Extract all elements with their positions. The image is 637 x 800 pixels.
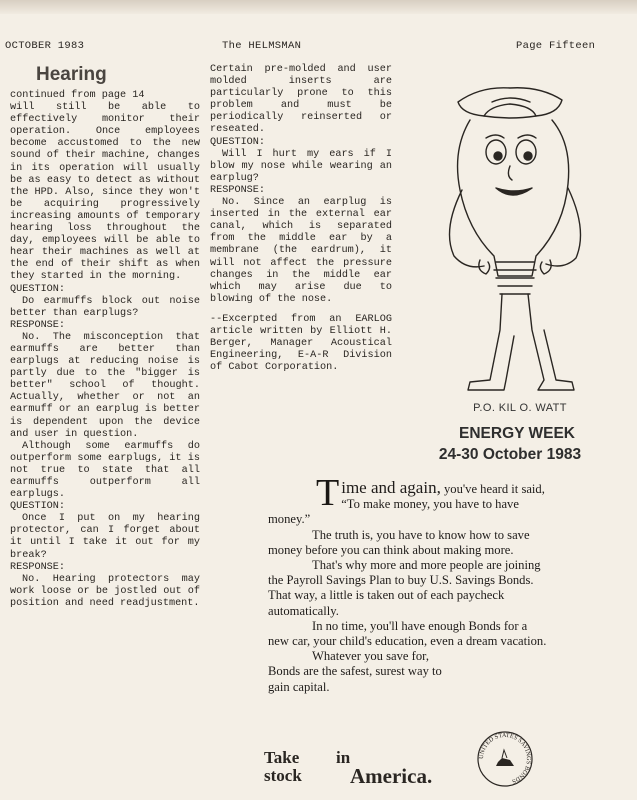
- energy-week-title: ENERGY WEEK: [459, 425, 575, 442]
- col1-block: Once I put on my hearing protector, can I forget about it until I take it out for my break?: [10, 513, 200, 561]
- page-edge: [0, 0, 637, 14]
- slogan-word-stock: stock: [264, 766, 302, 785]
- col2-block: QUESTION:: [210, 136, 266, 148]
- publication-name: The HELMSMAN: [222, 40, 302, 52]
- ad-paragraph-2: The truth is, you have to know how to save money before you can think about making more.: [268, 527, 530, 557]
- page-number: Page Fifteen: [516, 40, 596, 52]
- col1-block: No. The misconception that earmuffs are better than earplugs at reducing noise is partly due to the "bigger is better" school of thought. Actually, whether or not an earmuff or an earplug is better is dependent upon the device and user in question.: [10, 331, 200, 440]
- energy-week-dates: 24-30 October 1983: [438, 446, 582, 463]
- col1-block: Do earmuffs block out noise better than earplugs?: [10, 295, 200, 319]
- slogan-word-take: Take: [264, 748, 300, 767]
- seal-text: UNITED STATES SAVINGS BONDS: [477, 731, 533, 785]
- col2-block: [210, 306, 392, 314]
- drop-cap: T: [316, 472, 340, 514]
- col1-block: continued from page 14: [10, 90, 145, 101]
- ad-paragraph-1: you've heard it said, “To make money, you have to have money.”: [268, 482, 545, 527]
- col1-block: RESPONSE:: [10, 319, 66, 331]
- savings-bonds-ad: [268, 472, 548, 695]
- col2-block: Will I hurt my ears if I blow my nose while wearing an earplug?: [210, 148, 392, 184]
- ad-paragraph-3: That's why more and more people are joining the Payroll Savings Plan to buy U.S. Savings Bonds. That way, a little is taken out of each paycheck automatically.: [268, 558, 541, 618]
- slogan-word-america: America.: [350, 764, 433, 788]
- col2-block: No. Since an earplug is inserted in the external ear canal, which is separated from the middle ear by a membrane (the eardrum), it will not affect the pressure changes in the middle ear which may arise due to blowing of the nose.: [210, 197, 392, 305]
- col1-block: Although some earmuffs do outperform some earplugs, it is not true to state that all earmuffs outperform all earplugs.: [10, 440, 200, 501]
- savings-bonds-seal-logo: [474, 728, 536, 790]
- article-column-2: [210, 64, 392, 374]
- col2-block: --Excerpted from an EARLOG article written by Elliott H. Berger, Manager Acoustical Engineering, E-A-R Division of Cabot Corporation.: [210, 313, 392, 374]
- column-1-body: [10, 90, 200, 610]
- col1-block: RESPONSE:: [10, 561, 66, 573]
- ad-paragraph-4: In no time, you'll have enough Bonds for a new car, your child's education, even a dream vacation.: [268, 618, 547, 649]
- col1-block: will still be able to effectively monitor their operation. Once employees become accustomed to the new sound of their machine, changes in its operation will usually be as easy to detect as without the HPD. Also, since they won't be acquiring progressively increasing amounts of temporary hearing loss throughout the day, employees will be able to hear their machines as well at the end of their shift as when they started in the morning.: [10, 102, 200, 283]
- column-2-body: [210, 64, 392, 374]
- issue-date: OCTOBER 1983: [5, 40, 85, 52]
- article-title: Hearing: [36, 64, 107, 85]
- article-column-1: [10, 64, 200, 610]
- ad-paragraph-5: Whatever you save for, Bonds are the safest, surest way to gain capital.: [268, 649, 442, 694]
- mascot-caption: P.O. KIL O. WATT: [473, 402, 567, 414]
- col2-block: Certain pre-molded and user molded inserts are particularly prone to this problem and must be periodically reinserted or reseated.: [210, 64, 392, 136]
- col1-block: QUESTION:: [10, 283, 66, 295]
- lightbulb-mascot-illustration: [440, 80, 590, 400]
- slogan-word-in: in: [336, 748, 351, 767]
- col2-block: RESPONSE:: [210, 184, 266, 196]
- col1-block: QUESTION:: [10, 501, 66, 513]
- ad-lead: ime and again,: [341, 478, 441, 497]
- col1-block: No. Hearing protectors may work loose or be jostled out of position and need readjustment.: [10, 573, 200, 609]
